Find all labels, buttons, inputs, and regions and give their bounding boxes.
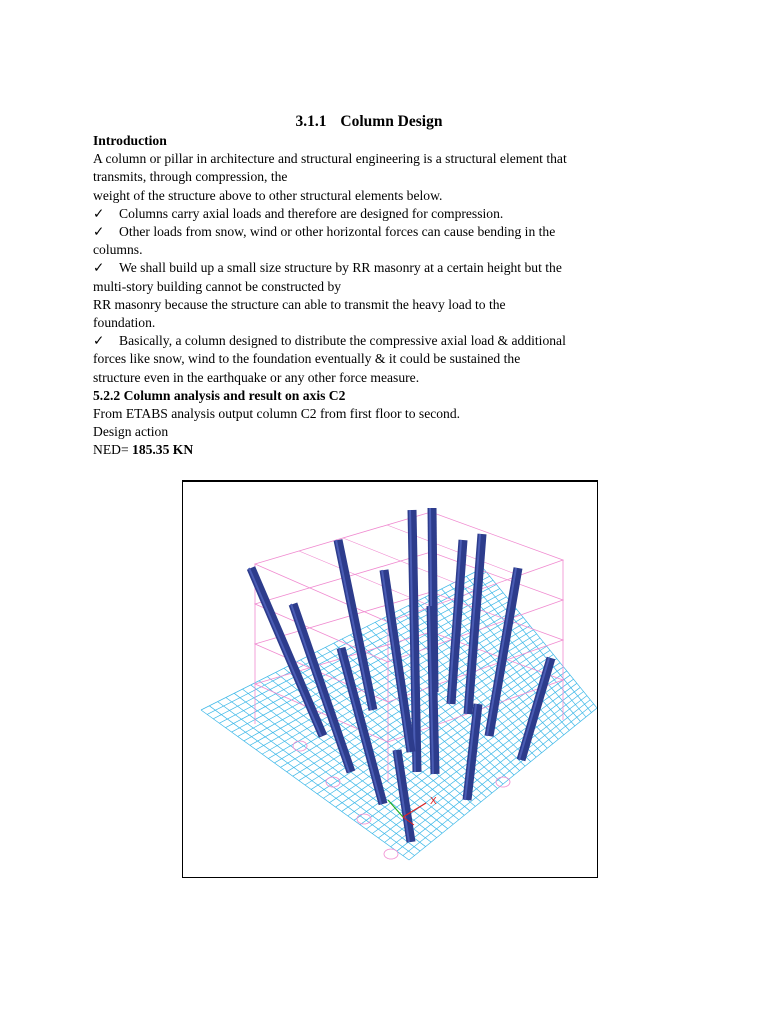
bullet-text: Other loads from snow, wind or other horizontal forces can cause bending in the <box>119 224 556 240</box>
bullet-item <box>93 205 653 223</box>
bullet-text: RR masonry because the structure can able to transmit the heavy load to the <box>93 296 506 312</box>
columns <box>249 508 551 842</box>
bullet-text: structure even in the earthquake or any other force measure. <box>93 369 420 385</box>
column-member <box>451 540 463 704</box>
x-axis-label: X <box>430 796 437 807</box>
section-title: Column Design <box>340 113 443 130</box>
ned-line <box>93 441 653 459</box>
bullet-text: Columns carry axial loads and therefore are designed for compression. <box>119 205 504 221</box>
frame-beam <box>387 525 519 576</box>
bullet-item <box>93 259 653 277</box>
check-icon: ✓ <box>93 224 105 240</box>
etabs-3d-model-figure <box>182 480 598 878</box>
body-text <box>93 132 653 460</box>
bullet-text: multi-story building cannot be constructed by <box>93 278 342 294</box>
bullet-text: We shall build up a small size structure by RR masonry at a certain height but the <box>119 260 562 276</box>
support-marker <box>326 777 340 787</box>
column-member <box>467 704 478 800</box>
bullet-text: columns. <box>93 242 143 258</box>
intro-line: weight of the structure above to other structural elements below. <box>93 187 443 203</box>
bullet-text: foundation. <box>93 315 156 331</box>
ned-label: NED= <box>93 442 133 458</box>
intro-line: transmits, through compression, the <box>93 169 288 185</box>
support-marker <box>496 777 510 787</box>
check-icon: ✓ <box>93 333 105 349</box>
bullet-item <box>93 223 653 241</box>
section-heading <box>0 113 738 131</box>
analysis-text: From ETABS analysis output column C2 from first floor to second. <box>93 406 461 422</box>
ned-value: 185.35 KN <box>132 442 194 458</box>
bullet-text: forces like snow, wind to the foundation eventually & it could be sustained the <box>93 351 521 367</box>
section-number: 3.1.1 <box>295 113 327 130</box>
support-marker <box>293 741 307 751</box>
bullet-text: Basically, a column designed to distribute the compressive axial load & additional <box>119 333 566 349</box>
support-marker <box>384 849 398 859</box>
column-member <box>397 750 411 842</box>
check-icon: ✓ <box>93 205 105 221</box>
etabs-3d-model <box>183 482 597 878</box>
check-icon: ✓ <box>93 260 105 276</box>
intro-line: A column or pillar in architecture and structural engineering is a structural element that <box>93 151 567 167</box>
subsection-heading: 5.2.2 Column analysis and result on axis C2 <box>93 387 346 403</box>
design-action-label: Design action <box>93 424 169 440</box>
bullet-item <box>93 332 653 350</box>
intro-heading: Introduction <box>93 133 167 148</box>
